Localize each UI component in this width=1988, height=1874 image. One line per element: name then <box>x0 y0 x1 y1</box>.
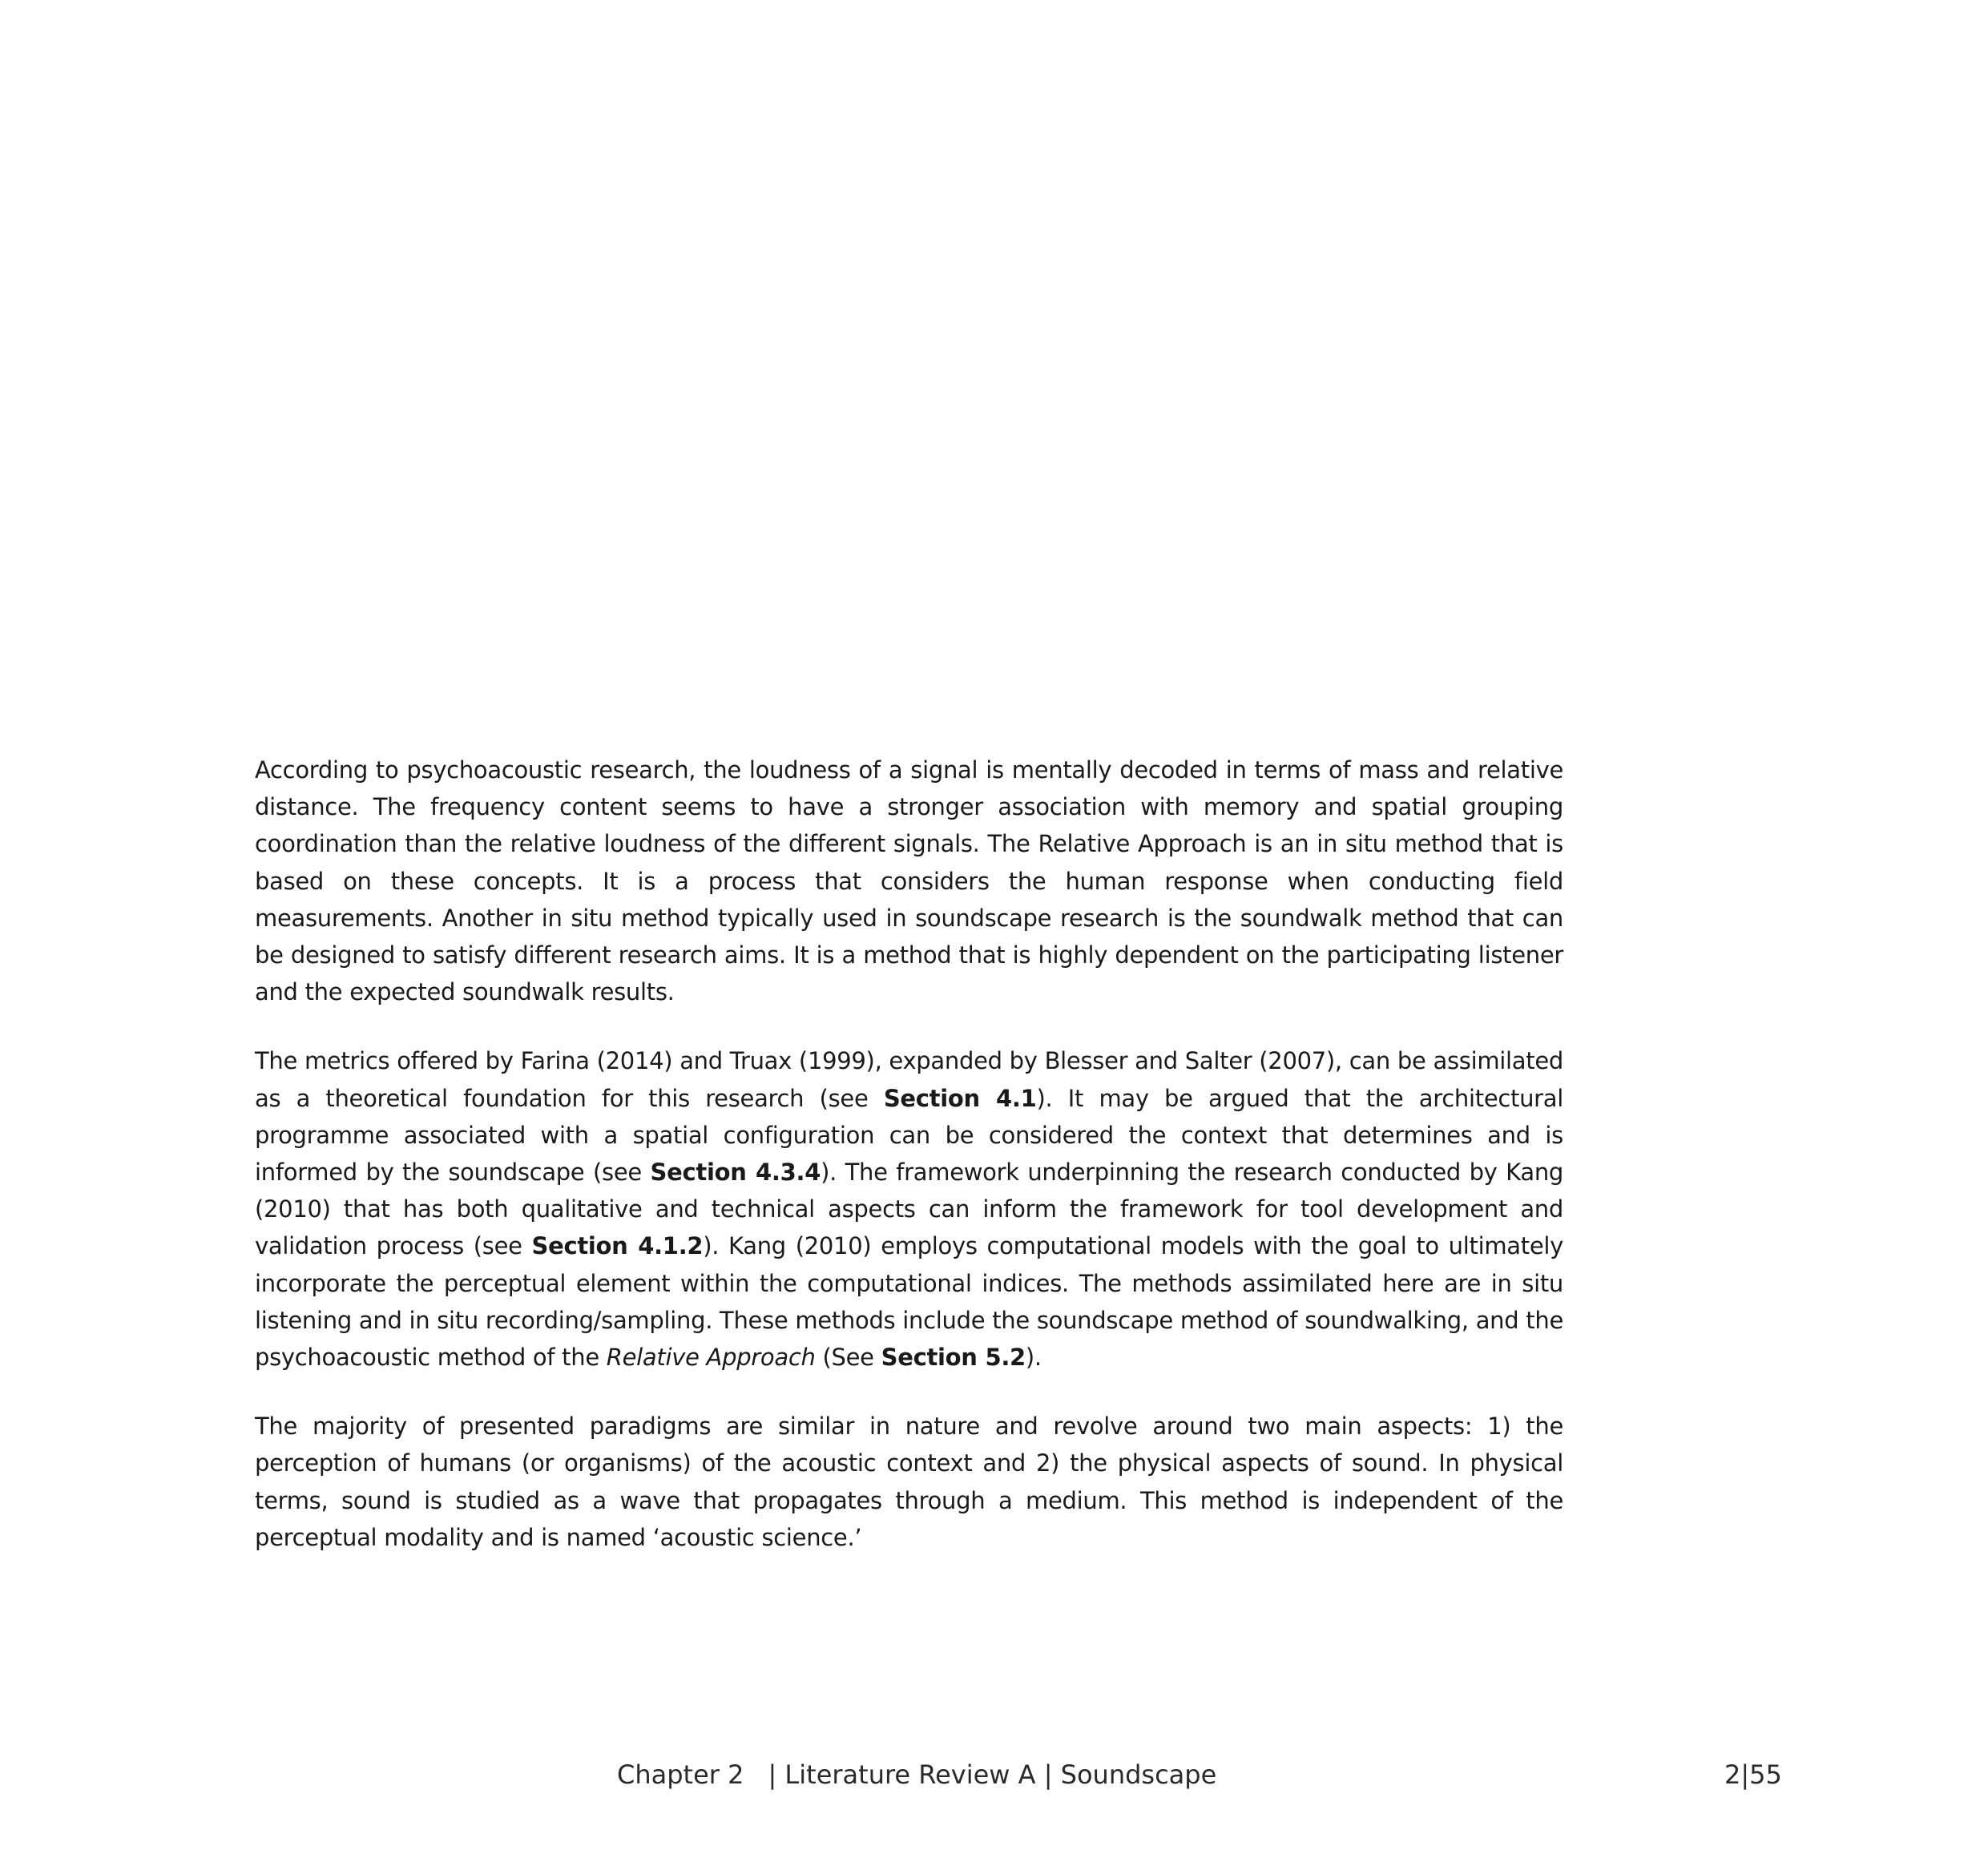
footer-section: Literature Review A <box>784 1759 1036 1790</box>
page-number-value: 55 <box>1749 1759 1782 1790</box>
paragraph-psychoacoustic-research <box>255 752 1563 1010</box>
footer-topic: Soundscape <box>1060 1759 1217 1790</box>
page-chapter-number: 2 <box>1724 1759 1741 1790</box>
paragraph-text: ). It may be argued that the architectural programme associated with a spatial configuration can be considered the context that determines and is informed by the soundscape (see <box>255 1084 1564 1187</box>
section-reference: Section 4.1.2 <box>531 1232 704 1260</box>
paragraph-text: The metrics offered by Farina (2014) and Truax (1999), expanded by Blesser and Salter (2007), can be assimilated as a theoretical foundation for this research (see <box>255 1047 1563 1112</box>
footer-chapter: Chapter 2 <box>617 1759 744 1790</box>
paragraph-text: (See <box>815 1344 881 1372</box>
page-footer <box>617 1759 1216 1790</box>
paragraph-metrics <box>255 1042 1563 1376</box>
section-reference: Section 4.3.4 <box>650 1159 821 1187</box>
section-reference: Section 4.1 <box>883 1084 1037 1112</box>
page-number <box>1724 1759 1782 1790</box>
body-text <box>255 752 1563 1556</box>
paragraph-text: ). <box>1025 1344 1042 1372</box>
paragraph-paradigms <box>255 1408 1563 1556</box>
paragraph-text: The majority of presented paradigms are similar in nature and revolve around two main aspects: 1) the perception of humans (or organisms) of the acoustic context and 2) the physical aspects of sound. In physical terms, sound is studied as a wave that propagates through a medium. This method is independent of the perceptual modality and is named ‘acoustic science.’ <box>255 1413 1563 1551</box>
section-reference: Section 5.2 <box>881 1344 1026 1372</box>
emphasized-term: Relative Approach <box>606 1344 816 1372</box>
paragraph-text: ). The framework underpinning the research conducted by Kang (2010) that has both qualitative and technical aspects can inform the framework for tool development and validation process (see <box>255 1159 1564 1260</box>
paragraph-text: According to psychoacoustic research, the loudness of a signal is mentally decoded in terms of mass and relative distance. The frequency content seems to have a stronger association with memory and spatial grouping coordination than the relative loudness of the different signals. The Relative Approach is an in situ method that is based on these concepts. It is a process that considers the human response when conducting field measurements. Another in situ method typically used in soundscape research is the soundwalk method that can be designed to satisfy different research aims. It is a method that is highly dependent on the participating listener and the expected soundwalk results. <box>255 756 1563 1006</box>
footer-separator: | <box>768 1759 777 1790</box>
page-number-separator: | <box>1740 1759 1750 1790</box>
footer-separator: | <box>1043 1759 1053 1790</box>
paragraph-text: ). Kang (2010) employs computational models with the goal to ultimately incorporate the perceptual element within the computational indices. The methods assimilated here are in situ listening and in situ recording/sampling. These methods include the soundscape method of soundwalking, and the psychoacoustic method of the <box>255 1232 1564 1372</box>
